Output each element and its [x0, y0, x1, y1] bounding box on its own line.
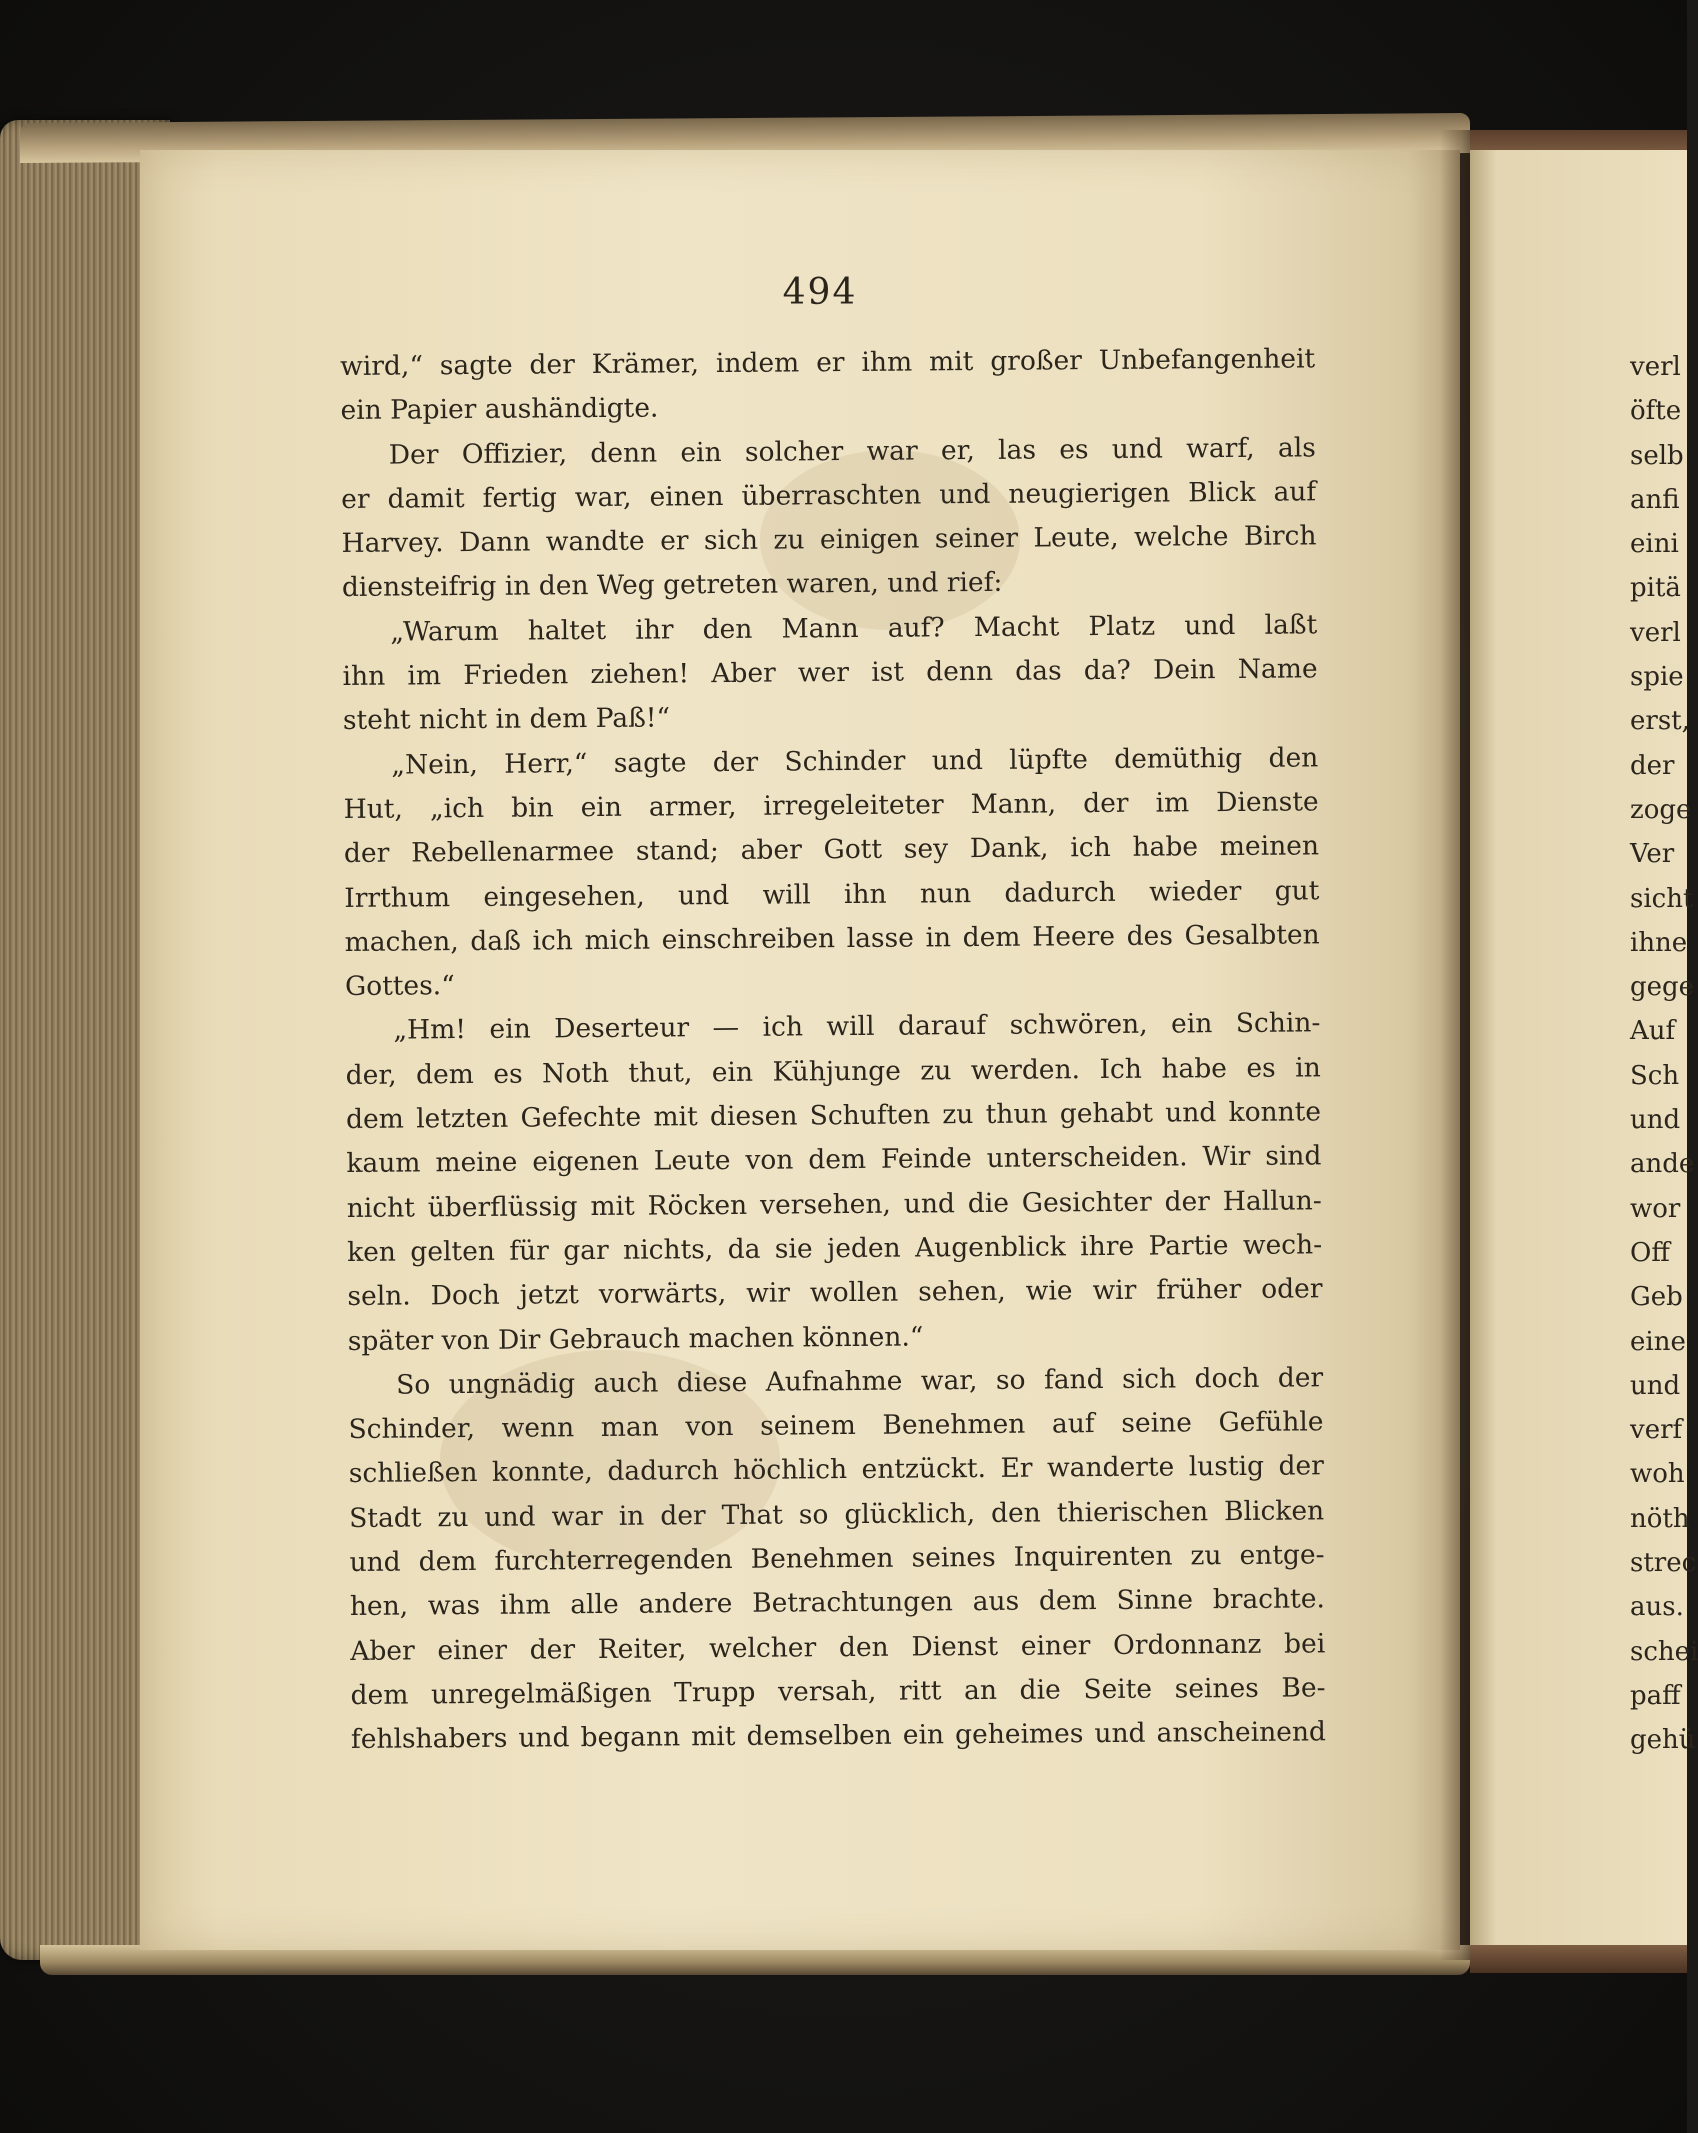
right-page-fragment: gege — [1630, 972, 1695, 1003]
right-page-fragment: wor — [1630, 1193, 1681, 1224]
text-line: Hut, „ich bin ein armer, irregeleiteter Mann, der im Dienste — [343, 786, 1319, 825]
text-line: ihn im Frieden ziehen! Aber wer ist denn das da? Dein Name — [342, 653, 1318, 693]
text-line: „Warum haltet ihr den Mann auf? Macht Platz und laßt — [390, 609, 1318, 648]
text-line: „Nein, Herr,“ sagte der Schinder und lüpfte demüthig den — [391, 742, 1319, 781]
right-page-text-fragments — [1630, 345, 1698, 1763]
right-page-fragment: anfi — [1630, 484, 1680, 515]
text-line: ein Papier aushändigte. — [340, 392, 659, 427]
right-page-fragment: und — [1630, 1370, 1681, 1401]
right-page-fragment: Geb — [1630, 1282, 1683, 1313]
right-page-fragment: erst, — [1630, 706, 1690, 737]
right-page-fragment: gehü — [1630, 1725, 1696, 1756]
right-page-fragment: eine — [1630, 1326, 1686, 1357]
right-page-fragment: woh — [1630, 1459, 1685, 1490]
text-line: der Rebellenarmee stand; aber Gott sey Dank, ich habe meinen — [343, 830, 1320, 870]
text-line: später von Dir Gebrauch machen können.“ — [347, 1320, 924, 1357]
right-page-fragment: verl — [1630, 352, 1681, 382]
text-line: Irrthum eingesehen, und will ihn nun dadurch wieder gut — [344, 874, 1320, 914]
right-page-fragment: spie — [1630, 662, 1684, 693]
right-page-fragment: Auf — [1630, 1016, 1676, 1047]
body-text — [340, 337, 1326, 1762]
text-line: Gottes.“ — [344, 970, 455, 1003]
right-page-fragment: Ver — [1630, 839, 1675, 870]
right-page-fragment: ihne — [1630, 927, 1688, 958]
right-page-fragment: verf — [1630, 1415, 1683, 1446]
text-line: steht nicht in dem Paß!“ — [342, 702, 671, 737]
right-page-fragment: ande — [1630, 1149, 1695, 1180]
right-page-fragment: verl — [1630, 617, 1681, 648]
right-page-fragment: Off — [1630, 1237, 1670, 1268]
right-page-fragment: pitä — [1630, 573, 1681, 604]
text-line: dem letzten Gefechte mit diesen Schuften zu thun gehabt und konnte — [345, 1096, 1322, 1136]
text-line: seln. Doch jetzt vorwärts, wir wollen sehen, wie wir früher oder — [347, 1273, 1323, 1313]
text-line: kaum meine eigenen Leute von dem Feinde unterscheiden. Wir sind — [346, 1140, 1322, 1180]
right-page-fragment: sicht — [1630, 883, 1694, 914]
text-line: fehlshabers und begann mit demselben ein geheimes und anscheinend — [350, 1716, 1327, 1756]
text-line: Stadt zu und war in der That so glücklich, den thierischen Blicken — [349, 1495, 1325, 1534]
text-line: nicht überflüssig mit Röcken versehen, und die Gesichter der Hallun- — [346, 1184, 1322, 1224]
text-line: und dem furchterregenden Benehmen seines Inquirenten zu entge- — [349, 1539, 1325, 1578]
right-page-fragment: nöth — [1630, 1503, 1690, 1534]
text-line: Harvey. Dann wandte er sich zu einigen seiner Leute, welche Birch — [341, 520, 1317, 560]
right-page-fragment: der — [1630, 750, 1675, 781]
text-line: er damit fertig war, einen überraschten und neugierigen Blick auf — [341, 476, 1317, 515]
text-line: So ungnädig auch diese Aufnahme war, so fand sich doch der — [396, 1362, 1324, 1401]
text-line: schließen konnte, dadurch höchlich entzückt. Er wanderte lustig der — [348, 1450, 1324, 1490]
text-line: hen, was ihm alle andere Betrachtungen aus dem Sinne brachte. — [349, 1583, 1326, 1623]
right-page-fragment: aus. — [1630, 1592, 1684, 1623]
right-page-fragment: paff — [1630, 1680, 1681, 1711]
text-line: ken gelten für gar nichts, da sie jeden Augenblick ihre Partie wech- — [347, 1229, 1323, 1268]
right-page-fragment: selb — [1630, 440, 1684, 471]
cover-edge-bottom — [1470, 1945, 1687, 1973]
text-line: machen, daß ich mich einschreiben lasse in dem Heere des Gesalbten — [344, 919, 1320, 958]
text-line: dem unregelmäßigen Trupp versah, ritt an die Seite seines Be- — [350, 1672, 1326, 1711]
right-page-fragment: öfte — [1630, 396, 1682, 427]
text-line: Aber einer der Reiter, welcher den Dienst einer Ordonnanz bei — [350, 1627, 1326, 1667]
text-line: „Hm! ein Deserteur — ich will darauf schwören, ein Schin- — [393, 1007, 1321, 1047]
text-line: diensteifrig in den Weg getreten waren, und rief: — [341, 567, 1003, 604]
text-line: der, dem es Noth thut, ein Kühjunge zu werden. Ich habe es in — [345, 1052, 1321, 1091]
page-number: 494 — [782, 272, 858, 313]
right-page-fragment: zoge — [1630, 794, 1692, 825]
right-page-fragment: Sch — [1630, 1060, 1680, 1091]
right-page-fragment: strec — [1630, 1548, 1697, 1579]
text-line: Der Offizier, denn ein solcher war er, las es und warf, als — [388, 431, 1316, 471]
right-page-fragment: schei — [1630, 1636, 1698, 1667]
right-page-fragment: und — [1630, 1105, 1681, 1136]
right-page-fragment: eini — [1630, 529, 1679, 560]
text-line: Schinder, wenn man von seinem Benehmen auf seine Gefühle — [348, 1406, 1324, 1446]
text-line: wird,“ sagte der Krämer, indem er ihm mit großer Unbefangenheit — [340, 343, 1316, 382]
